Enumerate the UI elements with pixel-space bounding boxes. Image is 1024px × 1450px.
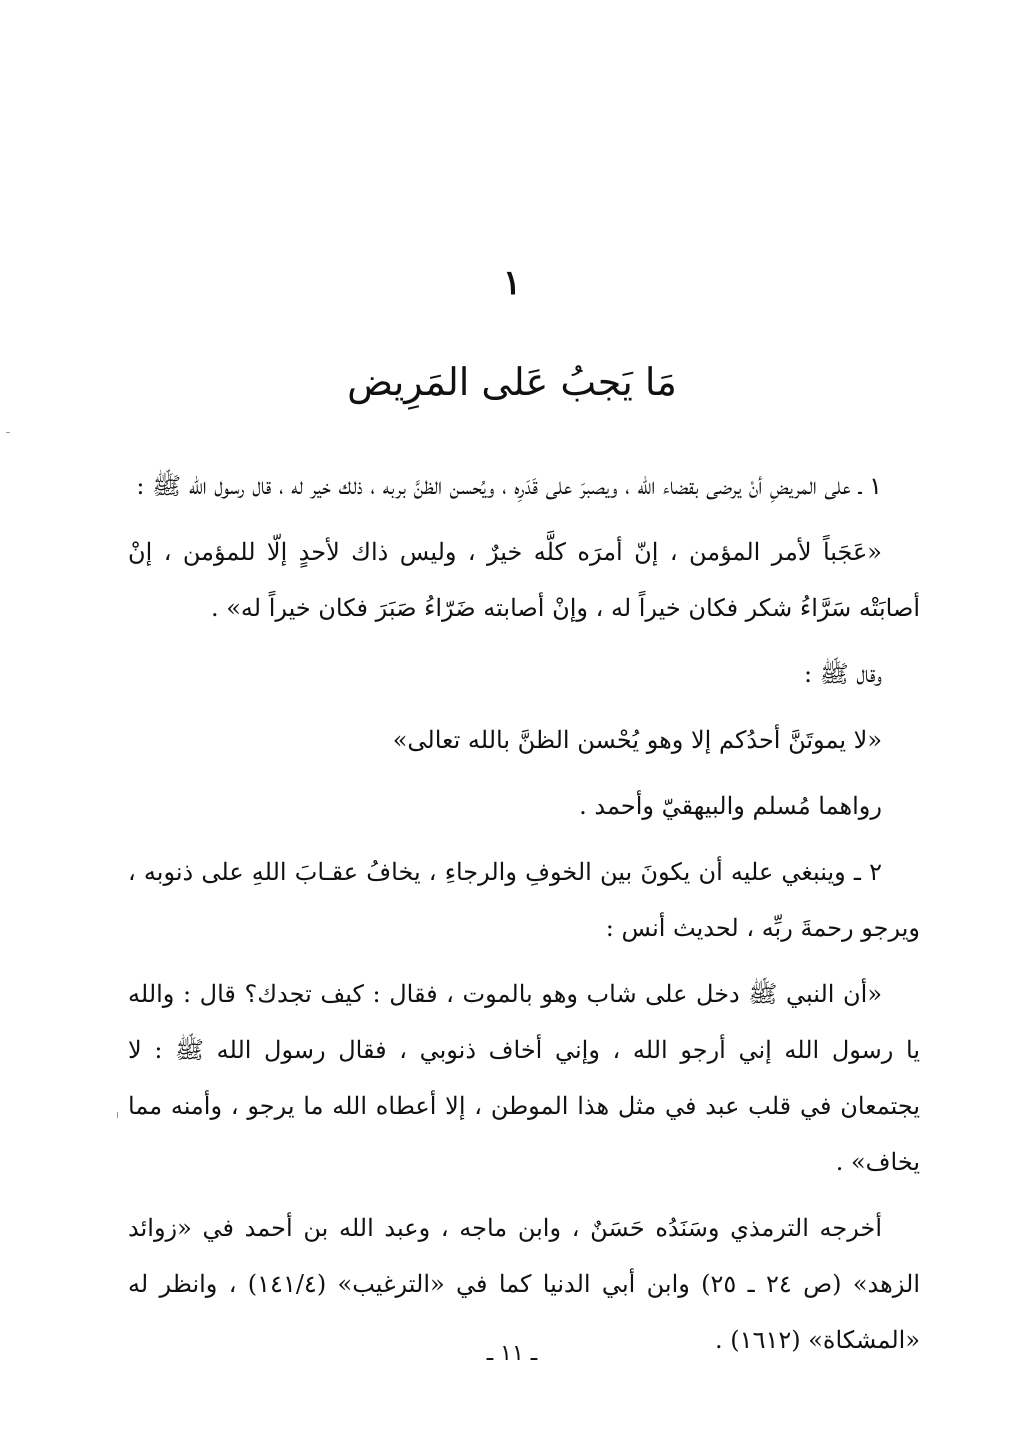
page-number: ـ ١١ ـ: [486, 1341, 538, 1366]
margin-mark: [117, 1112, 118, 1118]
paragraph-3: ٢ ـ وينبغي عليه أن يكونَ بين الخوفِ والرجاءِ ، يخافُ عقـابَ اللهِ على ذنوبه ، ويرجو رحمةَ ربِّه ، لحديث أنس :: [128, 858, 920, 942]
citation-1: رواهما مُسلم والبيهقيّ وأحمد .: [579, 792, 882, 820]
paragraph-1: ١ ـ على المريضِ أنْ يرضى بقضاء الله ، ويصبرَ على قَدَرِه ، ويُحسن الظنَّ بربه ، ذلك خير له ، قال رسول الله ﷺ :: [136, 472, 882, 500]
hadith-quote-1: «عَجَباً لأمر المؤمن ، إنّ أمرَه كلَّه خيرٌ ، وليس ذاك لأحدٍ إلّا للمؤمن ، إنْ أصابَتْه سَرَّاءُ شكر فكان خيراً له ، وإنْ أصابته ضَرّاءُ صَبَرَ فكان خيراً له» .: [128, 538, 920, 622]
chapter-number: ١: [502, 263, 522, 303]
hadith-quote-2: «لا يموتَنَّ أحدُكم إلا وهو يُحْسن الظنَّ بالله تعالى»: [392, 726, 882, 754]
body-text: [128, 458, 920, 1378]
citation-2: أخرجه الترمذي وسَنَدُه حَسَنٌ ، وابن ماجه ، وعبد الله بن أحمد في «زوائد الزهد» (ص ٢٤ ـ ٢٥) وابن أبي الدنيا كما في «الترغيب» (١٤١/٤) ، وانظر له «المشكاة» (١٦١٢) .: [128, 1214, 921, 1354]
margin-mark: [6, 432, 10, 433]
chapter-title: مَا يَجبُ عَلى المَرِيض: [347, 360, 677, 404]
hadith-quote-3: «أن النبي ﷺ دخل على شاب وهو بالموت ، فقال : كيف تجدك؟ قال : والله يا رسول الله إني أرجو الله ، وإني أخاف ذنوبي ، فقال رسول الله ﷺ : لا يجتمعان في قلب عبد في مثل هذا الموطن ، إلا أعطاه الله ما يرجو ، وأمنه مما يخاف» .: [128, 980, 920, 1176]
paragraph-2: وقال ﷺ :: [804, 660, 882, 688]
